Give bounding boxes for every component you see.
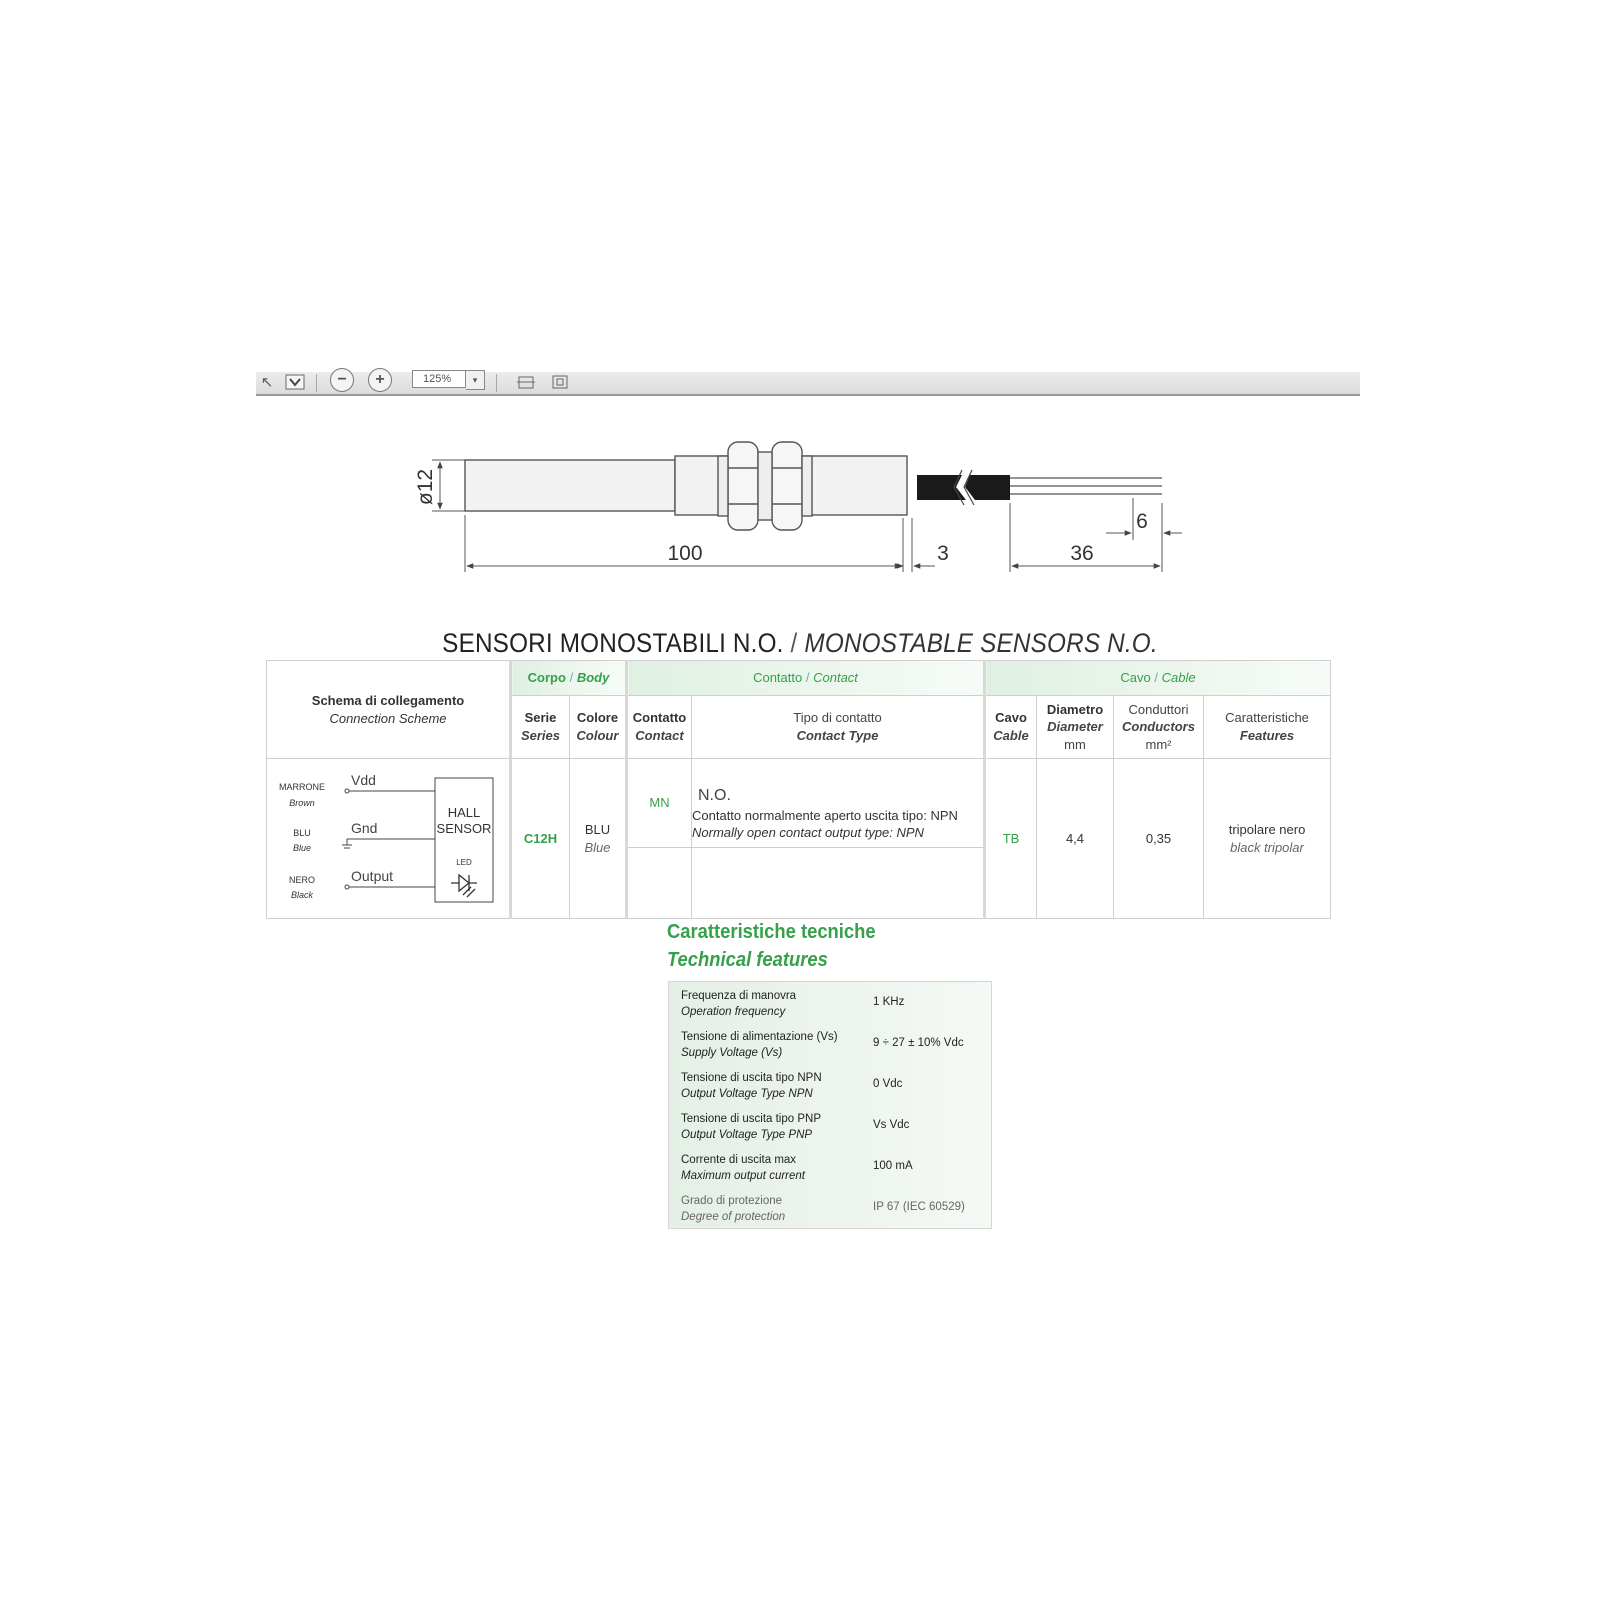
wire-blue-label-en: Blue (292, 842, 312, 853)
toolbar-separator (316, 374, 317, 392)
title-english: MONOSTABLE SENSORS N.O. (804, 628, 1158, 658)
sensor-label: SENSOR (436, 820, 492, 836)
col-cable-it: Cavo (995, 710, 1027, 726)
title-separator: / (790, 628, 798, 658)
group-separator: / (805, 670, 810, 686)
tech-value: 9 ÷ 27 ± 10% Vdc (873, 1037, 964, 1049)
col-conductors-it: Conduttori (1128, 701, 1189, 717)
empty-cell (627, 848, 692, 919)
col-conductors-header (1114, 696, 1204, 759)
tech-row (681, 1152, 981, 1190)
group-separator: / (569, 670, 574, 686)
connection-scheme-cell (267, 759, 511, 919)
col-contact-en: Contact (635, 728, 684, 743)
col-colour-en: Colour (576, 728, 619, 743)
col-diameter-it: Diametro (1046, 701, 1104, 717)
group-cable-it: Cavo (1120, 670, 1151, 686)
threaded-section (675, 456, 907, 515)
col-cable-header (985, 696, 1037, 759)
tech-label-en: Degree of protection (681, 1211, 786, 1223)
tech-label-it: Tensione di uscita tipo NPN (681, 1072, 822, 1084)
tech-label-it: Grado di protezione (681, 1195, 783, 1207)
diameter-value: 4,4 (1037, 759, 1114, 919)
tech-features-box (668, 981, 992, 1229)
empty-cell (692, 848, 985, 919)
tech-label-en: Output Voltage Type NPN (681, 1088, 813, 1100)
group-separator: / (1154, 670, 1159, 686)
sensor-technical-drawing (0, 0, 1600, 620)
strip-length-dimension: 6 (1136, 510, 1148, 533)
tech-value: 100 mA (873, 1160, 913, 1172)
tech-label-en: Operation frequency (681, 1006, 786, 1018)
conductors-value: 0,35 (1114, 759, 1204, 919)
series-value: C12H (511, 759, 570, 919)
wire-brown-label: MARRONE (278, 781, 326, 792)
col-diameter-unit: mm (1064, 736, 1086, 752)
tech-label-it: Tensione di alimentazione (Vs) (681, 1031, 838, 1043)
col-series-header (511, 696, 570, 759)
wire-black-label: NERO (288, 874, 316, 885)
table-row (267, 759, 1331, 848)
wire-black-label-en: Black (290, 889, 314, 900)
features-value-it: tripolare nero (1228, 821, 1306, 837)
hex-nut-right (772, 442, 802, 530)
col-contact-type-en: Contact Type (796, 728, 879, 743)
zoom-out-icon[interactable]: − (330, 368, 354, 392)
title-italian: SENSORI MONOSTABILI N.O. (442, 628, 784, 658)
hex-nut-left (728, 442, 758, 530)
tech-value: Vs Vdc (873, 1119, 910, 1131)
group-cable-en: Cable (1161, 670, 1196, 686)
tech-value: IP 67 (IEC 60529) (873, 1201, 965, 1213)
body-length-dimension: 100 (667, 542, 703, 565)
fit-page-icon[interactable] (548, 372, 572, 392)
tech-label-en: Maximum output current (681, 1170, 805, 1182)
contact-desc-en: Normally open contact output type: NPN (692, 825, 924, 841)
hand-tool-icon[interactable] (282, 372, 308, 392)
sensor-body (465, 460, 675, 511)
tech-features-title (667, 918, 876, 974)
features-value-en: black tripolar (1230, 839, 1304, 855)
group-body-it: Corpo (527, 670, 566, 686)
colour-value-it: BLU (584, 821, 611, 837)
scheme-header-en: Connection Scheme (329, 710, 447, 726)
led-diode-icon (451, 875, 477, 897)
col-series-en: Series (520, 728, 561, 743)
zoom-dropdown-button[interactable]: ▾ (466, 370, 485, 390)
col-contact-header (627, 696, 692, 759)
tech-row (681, 988, 981, 1026)
col-series-it: Serie (524, 710, 557, 726)
signal-output: Output (351, 867, 394, 884)
col-diameter-header (1037, 696, 1114, 759)
contact-value: MN (627, 759, 692, 848)
contact-no-label: N.O. (698, 787, 731, 804)
scheme-header-it: Schema di collegamento (311, 692, 465, 708)
viewer-toolbar (256, 372, 1360, 396)
signal-vdd: Vdd (351, 771, 376, 788)
sensor-spec-table (266, 660, 1331, 919)
gap-dimension: 3 (937, 542, 949, 565)
tech-label-it: Frequenza di manovra (681, 990, 797, 1002)
tech-title-en: Technical features (667, 949, 828, 971)
col-diameter-en: Diameter (1047, 719, 1103, 735)
connection-scheme-diagram (267, 769, 511, 909)
tech-value: 1 KHz (873, 996, 905, 1008)
group-cable (985, 661, 1331, 696)
group-contact (627, 661, 985, 696)
signal-gnd: Gnd (351, 819, 378, 836)
tech-label-en: Supply Voltage (Vs) (681, 1047, 783, 1059)
col-features-en: Features (1239, 728, 1295, 743)
colour-value-en: Blue (584, 839, 611, 855)
tech-row (681, 1070, 981, 1108)
tech-value: 0 Vdc (873, 1078, 903, 1090)
group-contact-en: Contact (813, 670, 858, 686)
tech-title-it: Caratteristiche tecniche (667, 921, 876, 943)
tech-row (681, 1111, 981, 1149)
col-contact-it: Contatto (632, 710, 687, 726)
group-contact-it: Contatto (753, 670, 803, 686)
col-colour-header (570, 696, 627, 759)
cable-value: TB (985, 759, 1037, 919)
toolbar-separator (496, 374, 497, 392)
features-value-cell (1204, 759, 1331, 919)
col-contact-type-it: Tipo di contatto (793, 710, 882, 726)
zoom-level-input[interactable]: 125% (412, 370, 466, 388)
colour-value-cell (570, 759, 627, 919)
col-conductors-unit: mm² (1145, 736, 1172, 752)
tech-row (681, 1193, 981, 1231)
hall-label: HALL (447, 804, 481, 820)
group-body (511, 661, 627, 696)
select-arrow-icon[interactable]: ↖ (260, 374, 274, 391)
group-body-en: Body (576, 670, 610, 686)
tech-label-en: Output Voltage Type PNP (681, 1129, 813, 1141)
wire-brown-label-en: Brown (289, 797, 315, 808)
main-title (80, 628, 1520, 659)
wire-blue-label: BLU (293, 827, 311, 838)
col-conductors-en: Conductors (1122, 719, 1195, 735)
col-features-it: Caratteristiche (1225, 710, 1309, 726)
tech-row (681, 1029, 981, 1067)
diameter-dimension: ø12 (414, 468, 437, 506)
col-contact-type-header (692, 696, 985, 759)
contact-type-cell (692, 759, 985, 848)
col-features-header (1204, 696, 1331, 759)
zoom-in-icon[interactable]: + (368, 368, 392, 392)
wire-length-dimension: 36 (1070, 542, 1094, 565)
fit-width-icon[interactable] (514, 372, 538, 392)
sensor-cable (917, 470, 1162, 505)
tech-label-it: Tensione di uscita tipo PNP (681, 1113, 821, 1125)
col-cable-en: Cable (993, 728, 1029, 743)
tech-label-it: Corrente di uscita max (681, 1154, 797, 1166)
col-colour-it: Colore (576, 710, 619, 726)
contact-desc-it: Contatto normalmente aperto uscita tipo: NPN (692, 807, 958, 823)
led-label: LED (456, 857, 472, 867)
scheme-header-cell (267, 661, 511, 759)
